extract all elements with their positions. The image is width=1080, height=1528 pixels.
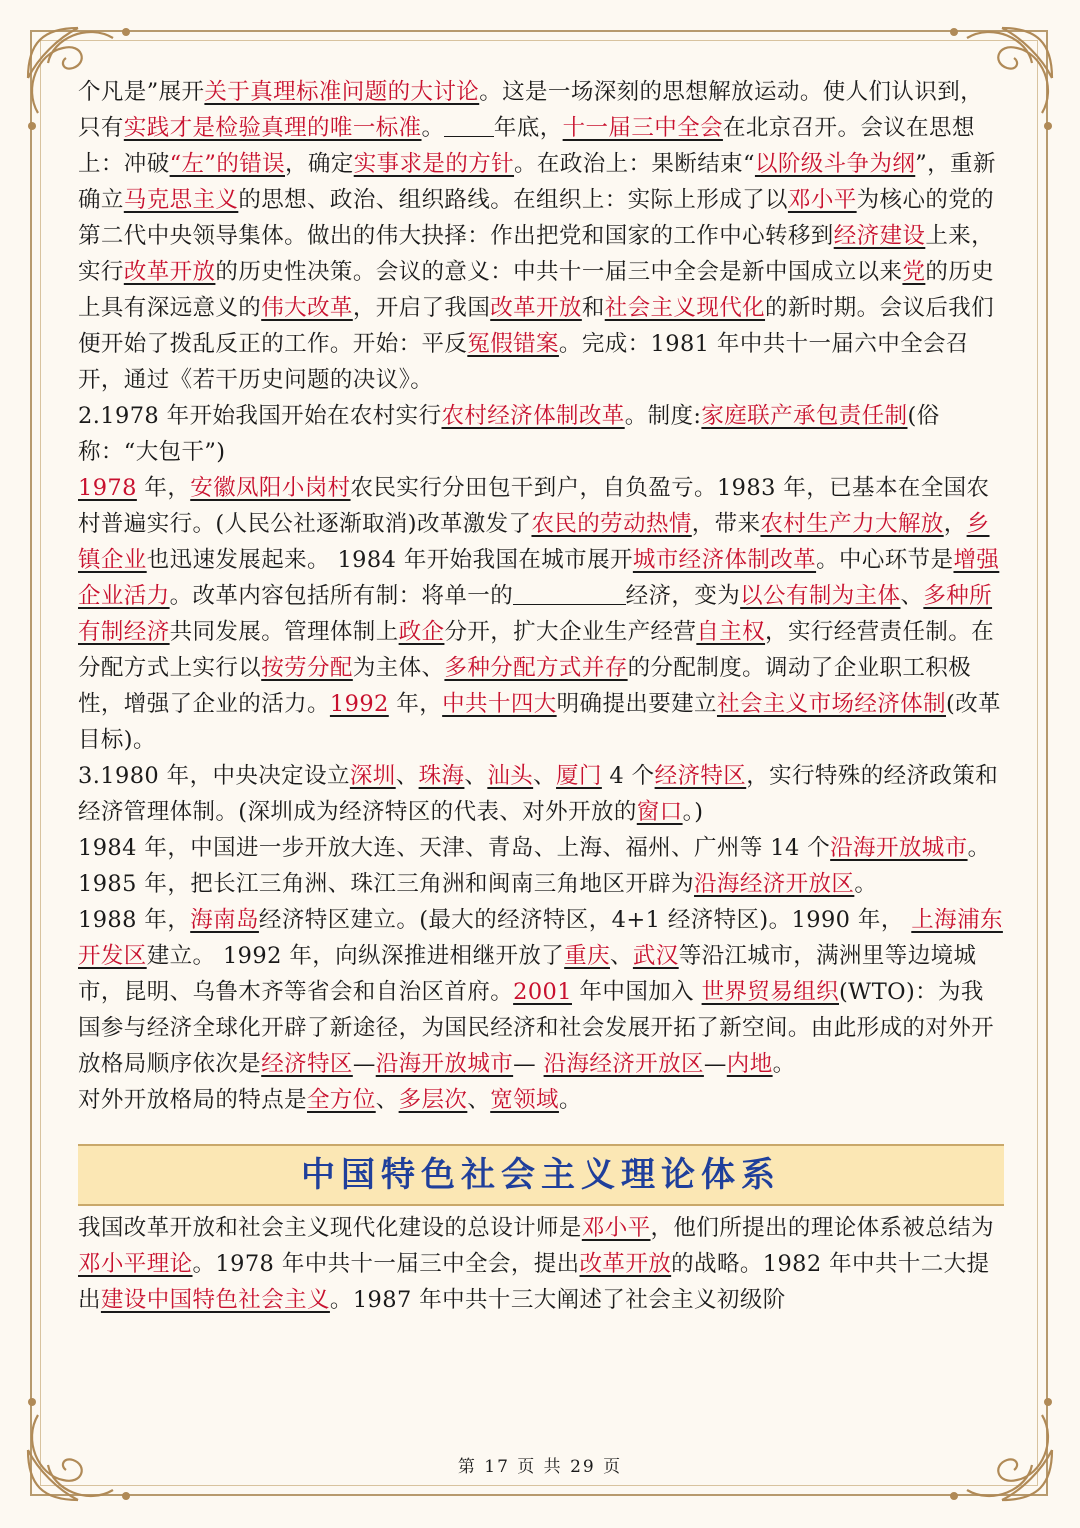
text-run: 明确提出要建立: [556, 691, 717, 717]
text-run: 的历史性决策。会议的意义：中共十一届三中全会是新中国成立以来: [215, 259, 903, 285]
paragraph-reform-meeting: [78, 74, 1004, 398]
text-run: ，实行特殊的经济政策和经济管理体制。(深圳成为经济特区的代表、对外开放的: [78, 763, 999, 825]
text-run: 在北京召开。会议在思想上：冲破: [78, 115, 975, 177]
text-run: 、: [609, 943, 633, 969]
key-term: 安徽凤阳小岗村: [190, 475, 351, 501]
text-run: 农民实行分田包干到户，自负盈亏。1983 年，已基本在全国农村普遍实行。(人民公社逐渐取消)改革激发了: [78, 475, 990, 537]
key-term: 农村经济体制改革: [441, 403, 625, 429]
key-term: 宽领域: [490, 1087, 559, 1113]
text-run: 共同发展。管理体制上: [169, 619, 399, 645]
key-term: 武汉: [632, 943, 679, 969]
text-run: (WTO)：为我国参与经济全球化开辟了新途径，为国民经济和社会发展开拓了新空间。由此形成的对外开放格局顺序依次是: [78, 979, 995, 1077]
text-run: 。1987 年中共十三大阐述了社会主义初级阶: [329, 1287, 786, 1313]
key-term: 多种分配方式并存: [444, 655, 628, 681]
key-term: 社会主义现代化: [604, 295, 766, 321]
key-term: 建设中国特色社会主义: [100, 1287, 330, 1313]
text-run: 年底，: [493, 115, 563, 141]
text-run: 的战略。1982 年中共十二大提出: [78, 1251, 990, 1313]
text-run: 、: [464, 763, 488, 789]
key-term: 乡镇企业: [78, 511, 990, 573]
text-run: 等沿江城市，满洲里等边境城市，昆明、乌鲁木齐等省会和自治区首府。: [78, 943, 977, 1005]
text-run: ，实行经营责任制。在分配方式上实行以: [78, 619, 995, 681]
key-term: 改革开放: [579, 1251, 672, 1277]
key-term: 十一届三中全会: [562, 115, 723, 141]
key-term: “左”的错误: [169, 151, 286, 177]
text-run: 也迅速发展起来。 1984 年开始我国在城市展开: [146, 547, 633, 573]
text-run: (俗称：“大包干”): [78, 403, 940, 465]
key-term: 1992: [329, 691, 389, 717]
key-term: 经济特区: [654, 763, 747, 789]
text-run: 。: [967, 835, 991, 861]
key-term: 沿海开放城市: [830, 835, 968, 861]
text-run: —: [352, 1051, 376, 1077]
text-run: 。完成：1981 年中共十一届六中全会召开，通过《若干历史问题的决议》。: [78, 331, 969, 393]
text-run: 、: [467, 1087, 491, 1113]
key-term: 中共十四大: [442, 691, 557, 717]
key-term: 上海浦东开发区: [78, 907, 1003, 969]
key-term: 邓小平理论: [78, 1251, 193, 1277]
key-term: 实事求是的方针: [353, 151, 515, 177]
key-term: 2001: [513, 979, 572, 1005]
text-run: 。这是一场深刻的思想解放运动。使人们认识到，只有: [78, 79, 984, 141]
key-term: 以阶级斗争为纲: [754, 151, 916, 177]
key-term: 汕头: [487, 763, 534, 789]
text-run: 经济特区建立。(最大的经济特区，4+1 经济特区)。1990 年，: [258, 907, 912, 933]
key-term: 以公有制为主体: [740, 583, 901, 609]
paragraph-rural-reform: [78, 398, 1004, 470]
text-run: 为主体、: [352, 655, 445, 681]
text-run: ，他们所提出的理论体系被总结为: [650, 1215, 995, 1241]
text-run: 、: [533, 763, 557, 789]
corner-ornament-icon: [18, 1390, 138, 1510]
text-run: 。: [558, 1087, 582, 1113]
key-term: 重庆: [564, 943, 610, 969]
key-term: 深圳: [349, 763, 396, 789]
text-run: 。改革内容包括所有制：将单一的: [169, 583, 514, 609]
key-term: 关于真理标准问题的大讨论: [204, 79, 480, 105]
text-run: 的分配制度。调动了企业职工积极性，增强了企业的活力。: [78, 655, 972, 717]
text-run: 。): [682, 799, 704, 825]
paragraph-coastal-areas: [78, 866, 1004, 902]
key-term: 沿海开放城市: [375, 1051, 514, 1077]
key-term: 伟大改革: [261, 295, 353, 321]
fill-in-blank: [444, 112, 494, 137]
paragraph-special-zones: [78, 758, 1004, 830]
key-term: 多种所有制经济: [78, 583, 993, 645]
document-body: [78, 74, 1004, 1318]
text-run: 的新时期。会议后我们便开始了拨乱反正的工作。开始：平反: [78, 295, 995, 357]
text-run: 经济，变为: [625, 583, 741, 609]
page-number: 第 17 页 共 29 页: [457, 1457, 623, 1477]
key-term: 厦门: [556, 763, 602, 789]
text-run: 。1978 年中共十一届三中全会，提出: [192, 1251, 580, 1277]
key-term: 内地: [726, 1051, 773, 1077]
text-run: —: [513, 1051, 544, 1077]
text-run: 。制度:: [624, 403, 702, 429]
text-run: ，带来: [691, 511, 761, 537]
paragraph-theory-system: [78, 1210, 1004, 1318]
text-run: 的历史上具有深远意义的: [78, 259, 995, 321]
text-run: (改革目标)。: [78, 691, 1001, 753]
text-run: 、: [900, 583, 924, 609]
text-run: 3.1980 年，中央决定设立: [78, 763, 350, 789]
text-run: ”，重新确立: [78, 151, 996, 213]
key-term: 沿海经济开放区: [694, 871, 855, 897]
key-term: 1978: [78, 475, 137, 501]
key-term: 窗口: [636, 799, 683, 825]
key-term: 农民的劳动热情: [531, 511, 692, 537]
paragraph-opening-pattern: [78, 902, 1004, 1082]
key-term: 增强企业活力: [78, 547, 1000, 609]
text-run: 上来，实行: [78, 223, 995, 285]
text-run: 1988 年，: [78, 907, 191, 933]
key-term: 实践才是检验真理的唯一标准: [123, 115, 422, 141]
text-run: 我国改革开放和社会主义现代化建设的总设计师是: [78, 1215, 582, 1241]
key-term: 全方位: [307, 1087, 376, 1113]
fill-in-blank: [513, 580, 626, 605]
text-run: 。: [854, 871, 878, 897]
text-run: 。: [421, 115, 445, 141]
text-run: 为核心的党的第二代中央领导集体。做出的伟大抉择：作出把党和国家的工作中心转移到: [78, 187, 995, 249]
key-term: 自主权: [696, 619, 766, 645]
text-run: 年中国加入: [571, 979, 702, 1005]
text-run: 4 个: [601, 763, 655, 789]
text-run: 。在政治上：果断结束“: [514, 151, 755, 177]
key-term: 马克思主义: [123, 187, 239, 213]
text-run: 和: [581, 295, 605, 321]
key-term: 邓小平: [581, 1215, 651, 1241]
key-term: 城市经济体制改革: [632, 547, 817, 573]
paragraph-opening-features: [78, 1082, 1004, 1118]
key-term: 珠海: [418, 763, 465, 789]
key-term: 按劳分配: [261, 655, 353, 681]
key-term: 沿海经济开放区: [543, 1051, 704, 1077]
text-run: 。: [772, 1051, 796, 1077]
corner-ornament-icon: [942, 1390, 1062, 1510]
text-run: 对外开放格局的特点是: [78, 1087, 308, 1113]
text-run: 年，: [388, 691, 443, 717]
key-term: 农村生产力大解放: [760, 511, 944, 537]
text-run: ，确定: [285, 151, 354, 177]
text-run: —: [703, 1051, 727, 1077]
paragraph-coastal-cities: [78, 830, 1004, 866]
text-run: 分开，扩大企业生产经营: [444, 619, 697, 645]
text-run: 1985 年，把长江三角洲、珠江三角洲和闽南三角地区开辟为: [78, 871, 695, 897]
text-run: 的思想、政治、组织路线。在组织上：实际上形成了以: [238, 187, 788, 213]
key-term: 冤假错案: [467, 331, 559, 357]
paragraph-urban-reform: [78, 470, 1004, 758]
key-term: 经济建设: [833, 223, 926, 249]
text-run: 1984 年，中国进一步开放大连、天津、青岛、上海、福州、广州等 14 个: [78, 835, 831, 861]
key-term: 改革开放: [490, 295, 582, 321]
text-run: 建立。 1992 年，向纵深推进相继开放了: [146, 943, 565, 969]
text-run: ，: [943, 511, 967, 537]
text-run: 个凡是”展开: [78, 79, 205, 105]
key-term: 多层次: [398, 1087, 468, 1113]
text-run: 、: [375, 1087, 399, 1113]
key-term: 家庭联产承包责任制: [701, 403, 908, 429]
text-run: 年，: [136, 475, 191, 501]
section-title: 中国特色社会主义理论体系: [78, 1144, 1004, 1206]
key-term: 社会主义市场经济体制: [716, 691, 946, 717]
text-run: 、: [395, 763, 419, 789]
key-term: 政企: [398, 619, 445, 645]
key-term: 世界贸易组织: [701, 979, 839, 1005]
text-run: ，开启了我国: [352, 295, 491, 321]
key-term: 海南岛: [190, 907, 259, 933]
key-term: 邓小平: [787, 187, 857, 213]
key-term: 经济特区: [261, 1051, 353, 1077]
key-term: 改革开放: [123, 259, 216, 285]
key-term: 党: [902, 259, 926, 285]
text-run: 2.1978 年开始我国开始在农村实行: [78, 403, 442, 429]
text-run: 。中心环节是: [816, 547, 954, 573]
